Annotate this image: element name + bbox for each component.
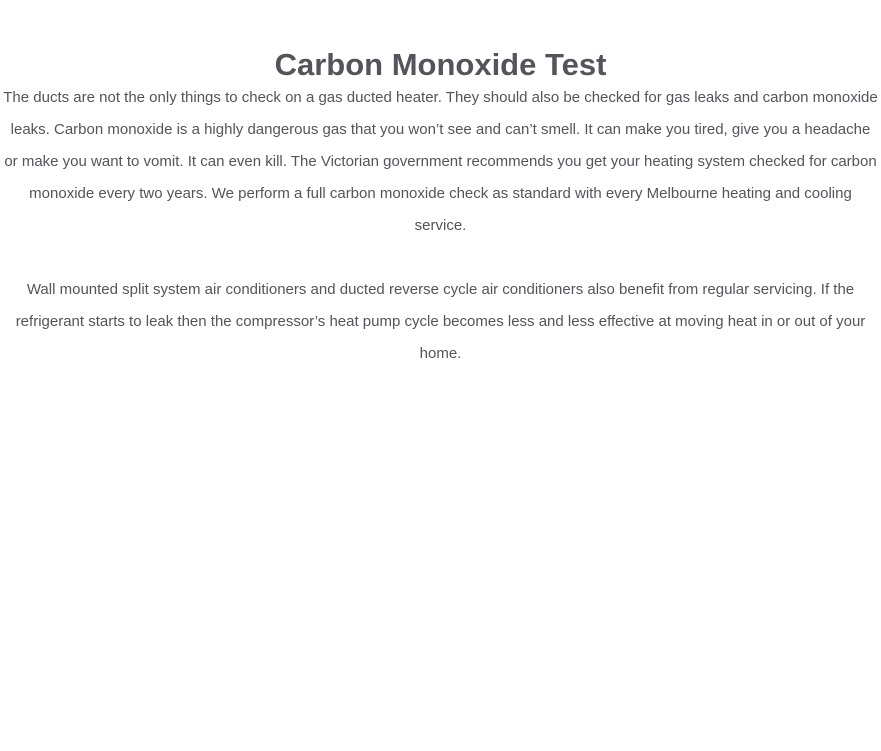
article-section — [0, 0, 881, 370]
air-conditioner-paragraph: Wall mounted split system air conditioners and ducted reverse cycle air conditioners also benefit from regular servicing. If the refrigerant starts to leak then the compressor’s heat pump cycle becomes less and less effective at moving heat in or out of your home. — [15, 281, 866, 362]
carbon-monoxide-paragraph: The ducts are not the only things to check on a gas ducted heater. They should also be checked for gas leaks and carbon monoxide leaks. Carbon monoxide is a highly dangerous gas that you won’t see and can’t smell. It can make you tired, give you a headache or make you want to vomit. It can even kill. The Victorian government recommends you get your heating system checked for carbon monoxide every two years. We perform a full carbon monoxide check as standard with every Melbourne heating and cooling service. — [3, 89, 878, 234]
section-heading: Carbon Monoxide Test — [274, 47, 607, 82]
